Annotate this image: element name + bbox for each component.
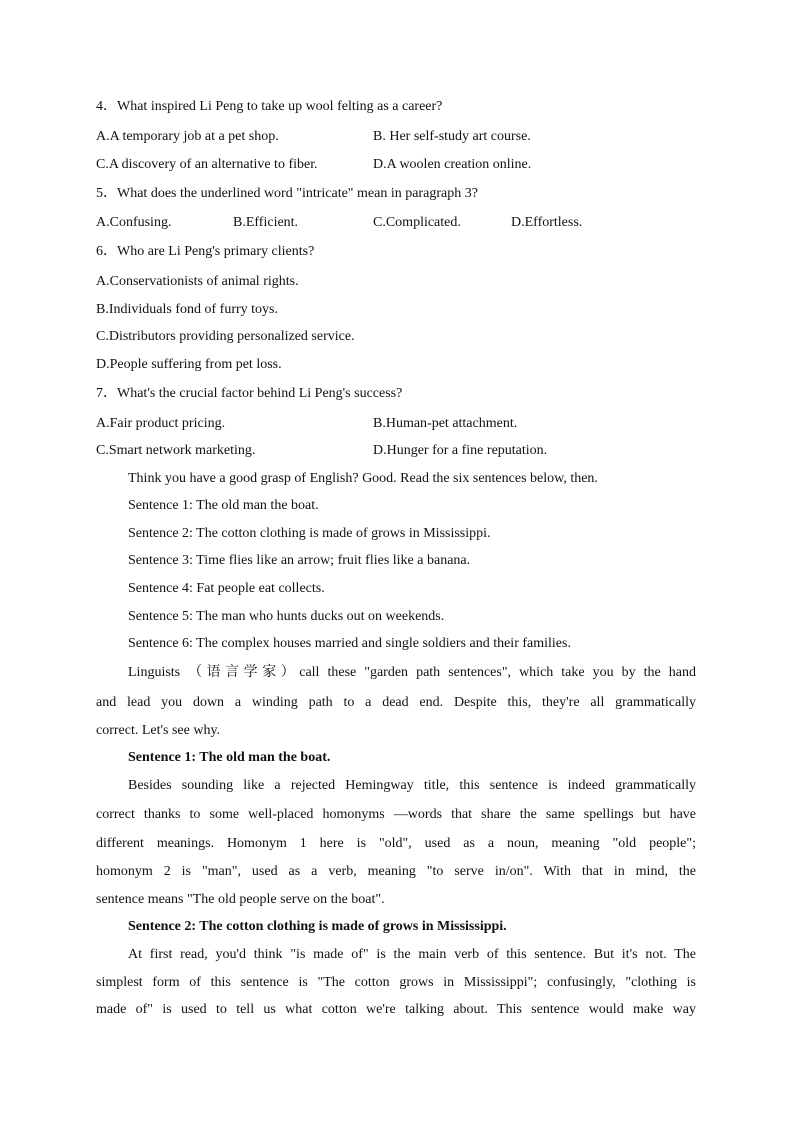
sentence-1: Sentence 1: The old man the boat. xyxy=(128,498,319,513)
sentence-5: Sentence 5: The man who hunts ducks out on weekends. xyxy=(128,609,445,624)
question-7-stem: 7．What's the crucial factor behind Li Peng's success? xyxy=(96,386,403,401)
q4-option-b: B. Her self-study art course. xyxy=(373,129,531,144)
para-1-line-1: Besides sounding like a rejected Hemingway title, this sentence is indeed grammatically xyxy=(128,778,696,793)
sentence-2: Sentence 2: The cotton clothing is made of grows in Mississippi. xyxy=(128,526,491,541)
para-2-line-2: simplest form of this sentence is "The cotton grows in Mississippi"; confusingly, "clothing is xyxy=(96,975,696,990)
sentence-2-heading: Sentence 2: The cotton clothing is made of grows in Mississippi. xyxy=(128,919,507,934)
q4-option-a: A.A temporary job at a pet shop. xyxy=(96,129,279,144)
q4-option-d: D.A woolen creation online. xyxy=(373,157,532,172)
q7-option-c: C.Smart network marketing. xyxy=(96,443,256,458)
linguists-para-line-3: correct. Let's see why. xyxy=(96,723,221,738)
para-1-line-3: different meanings. Homonym 1 here is "old", used as a noun, meaning "old people"; xyxy=(96,836,696,851)
passage-intro: Think you have a good grasp of English? Good. Read the six sentences below, then. xyxy=(128,471,598,486)
question-5-stem: 5．What does the underlined word "intricate" mean in paragraph 3? xyxy=(96,186,478,201)
q7-option-a: A.Fair product pricing. xyxy=(96,416,226,431)
para-1-line-4: homonym 2 is "man", used as a verb, meaning "to serve in/on". With that in mind, the xyxy=(96,864,696,879)
linguists-para-line-2: and lead you down a winding path to a dead end. Despite this, they're all grammatically xyxy=(96,695,696,710)
sentence-3: Sentence 3: Time flies like an arrow; fruit flies like a banana. xyxy=(128,553,471,568)
para-2-line-1: At first read, you'd think "is made of" is the main verb of this sentence. But it's not. The xyxy=(128,947,696,962)
sentence-1-heading: Sentence 1: The old man the boat. xyxy=(128,750,331,765)
q6-option-a: A.Conservationists of animal rights. xyxy=(96,274,299,289)
sentence-6: Sentence 6: The complex houses married and single soldiers and their families. xyxy=(128,636,571,651)
q5-option-d: D.Effortless. xyxy=(511,215,583,230)
q6-option-b: B.Individuals fond of furry toys. xyxy=(96,302,278,317)
q6-option-c: C.Distributors providing personalized service. xyxy=(96,329,355,344)
para-1-line-5: sentence means "The old people serve on the boat". xyxy=(96,892,385,907)
q5-option-a: A.Confusing. xyxy=(96,215,172,230)
q5-option-b: B.Efficient. xyxy=(233,215,299,230)
q5-option-c: C.Complicated. xyxy=(373,215,461,230)
question-4-stem: 4．What inspired Li Peng to take up wool felting as a career? xyxy=(96,99,443,114)
question-6-stem: 6．Who are Li Peng's primary clients? xyxy=(96,244,315,259)
sentence-4: Sentence 4: Fat people eat collects. xyxy=(128,581,325,596)
q4-option-c: C.A discovery of an alternative to fiber. xyxy=(96,157,318,172)
q7-option-b: B.Human-pet attachment. xyxy=(373,416,518,431)
linguists-para-line-1: Linguists （语言学家）call these "garden path sentences", which take you by the hand xyxy=(128,665,696,680)
para-1-line-2: correct thanks to some well-placed homonyms —words that share the same spellings but have xyxy=(96,807,696,822)
q7-option-d: D.Hunger for a fine reputation. xyxy=(373,443,548,458)
para-2-line-3: made of" is used to tell us what cotton we're talking about. This sentence would make way xyxy=(96,1002,696,1017)
q6-option-d: D.People suffering from pet loss. xyxy=(96,357,282,372)
